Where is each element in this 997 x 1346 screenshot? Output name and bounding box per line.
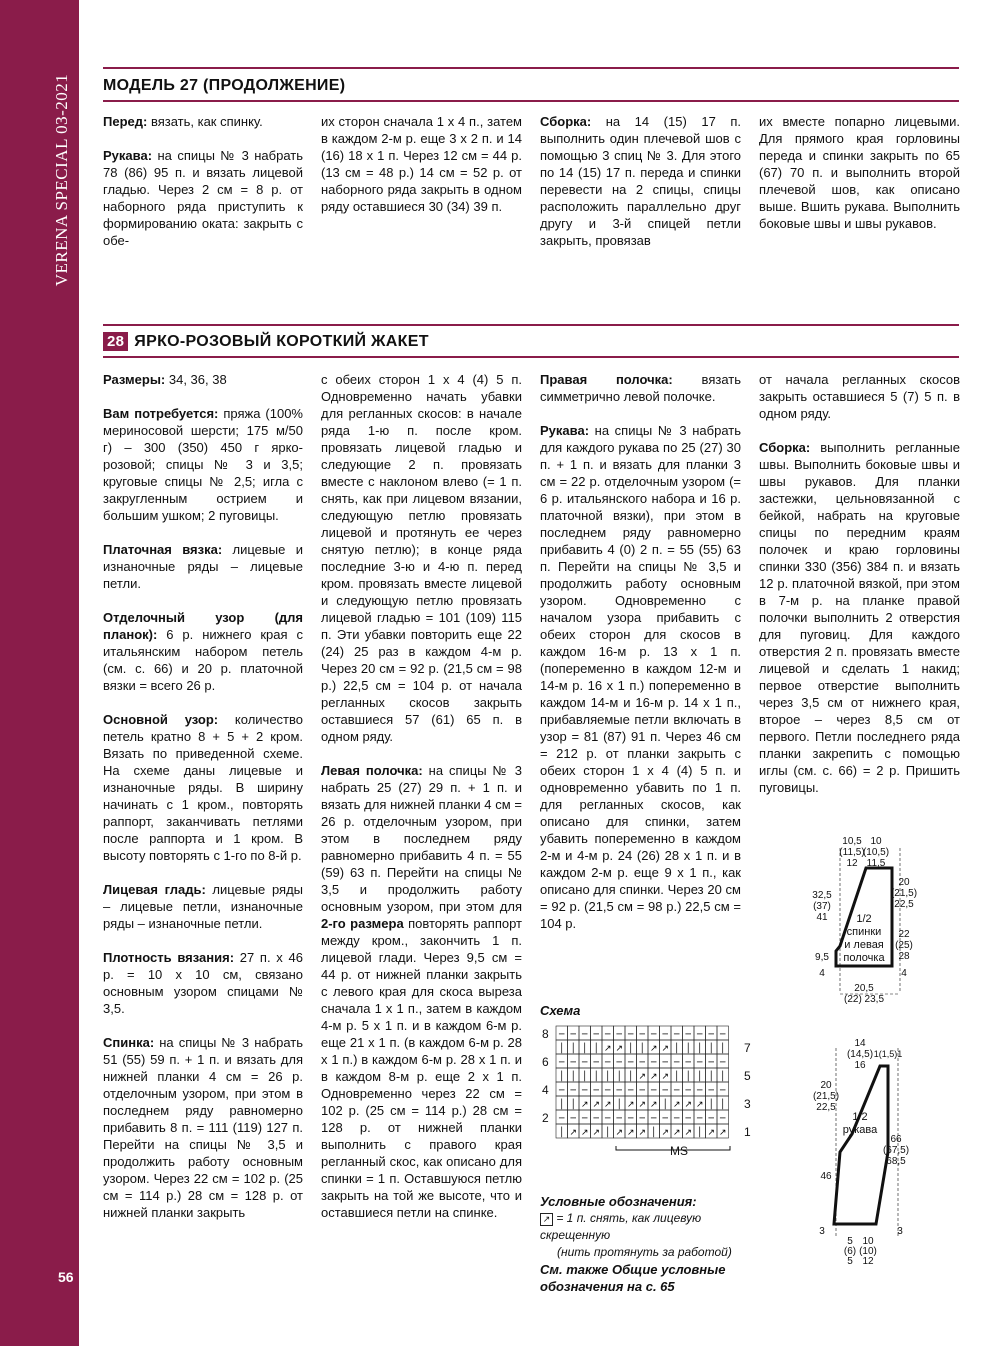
chart-symbol: ─	[559, 1114, 565, 1124]
section-27-col-3	[540, 113, 741, 266]
chart-symbol: ─	[720, 1030, 726, 1040]
row-number: 4	[542, 1083, 549, 1097]
measure: (25)	[895, 940, 913, 951]
chart-symbol: ─	[582, 1114, 588, 1124]
measure: 14	[854, 1038, 866, 1049]
pattern-outline	[834, 1066, 888, 1224]
label: Правая полочка:	[540, 372, 673, 387]
piece-label: полочка	[843, 952, 885, 964]
section-27-col-2	[321, 113, 522, 232]
chart-symbol: │	[559, 1044, 565, 1054]
chart-symbol: │	[570, 1044, 576, 1054]
chart-symbol: ─	[697, 1030, 703, 1040]
chart-symbol: ─	[662, 1058, 668, 1068]
chart-symbol: ↗	[638, 1100, 647, 1110]
measure: (22) 23,5	[843, 994, 885, 1005]
chart-symbol: ↗	[626, 1128, 635, 1138]
chart-symbol: ↗	[638, 1128, 647, 1138]
chart-symbol: ─	[720, 1114, 726, 1124]
section-28-header	[103, 324, 959, 362]
paragraph: от начала регланных скосов закрыть оставшиеся 5 (7) 5 п. в одном ряду.	[759, 372, 960, 421]
paragraph: повторять раппорт между кром., закончить 1 п. лицевой глади. Через 9,5 см = 44 р. от нижней планки закрыть с левого края для скоса выреза сначала 1 х 1 п., затем в каждом 4-м р. 5 х 1 п. и в каждом 6-м р. еще 21 х 1 п. (в каждом 6-м р. 28 х 1 п.) в каждом 6-м р. 28 х 1 п. и в каждом 8-м р. еще 2 х 1 п. Одновременно через 22 см = 102 р. (25 см = 114 р.) 28 см = 128 р. от нижней планки выполнить с правого края регланный скос, как описано для спинки = 1 п. Оставшуюся петлю закрыть на той же высоте, что и оставшиеся петли на спинке.	[321, 916, 522, 1220]
chart-symbol: ─	[651, 1086, 657, 1096]
chart-symbol: │	[674, 1044, 680, 1054]
chart-symbol: ↗	[661, 1128, 670, 1138]
measure: 20	[820, 1080, 832, 1091]
paragraph: их сторон сначала 1 х 4 п., затем в каждом 2-м р. еще 3 х 2 п. и 14 (16) 18 х 1 п. Через 12 см = 44 р. (13 см = 48 р.) 14 см = 52 р. от наборного ряда закрыть в одном ряду оставшиеся 30 (34) 39 п.	[321, 114, 522, 214]
measure: 5	[847, 1236, 853, 1247]
paragraph: вязать, как спинку.	[147, 114, 263, 129]
section-28-title	[103, 332, 429, 351]
section-27-col-1	[103, 113, 303, 266]
chart-symbol: │	[628, 1072, 634, 1082]
chart-symbol: │	[697, 1128, 703, 1138]
chart-symbol: ─	[674, 1086, 680, 1096]
chart-symbol: ↗	[569, 1128, 578, 1138]
chart-symbol: ─	[616, 1114, 622, 1124]
measure: 1(1,5)1	[873, 1049, 903, 1059]
piece-label: рукава	[842, 1124, 878, 1136]
row-number: 1	[744, 1125, 751, 1139]
paragraph: выполнить регланные швы. Выполнить боковые швы и швы рукавов. Для планки застежки, цельновязанной с бейкой, набрать на круговые спицы по передним краям полочек и краю горловины спинки 330 (356) 384 п. и вязать 12 р. платочной вязкой, при этом в 7-м р. на планке правой полочки выполнить 2 отверстия для пуговиц. Для каждого отверстия 2 п. провязать вместе лицевой и сделать 1 накид; первое отверстие выполнить через 3,5 см от нижнего края, второе – через 8,5 см от первого. Петли последнего ряда планки закрепить с помощью иглы (см. с. 66) = 2 р. Пришить пуговицы.	[759, 440, 960, 795]
chart-symbol: ↗	[672, 1100, 681, 1110]
chart-symbol: ─	[697, 1114, 703, 1124]
chart-symbol: ─	[570, 1058, 576, 1068]
knitting-chart	[536, 1022, 762, 1160]
label: Спинка:	[103, 1035, 155, 1050]
paragraph: количество петель кратно 8 + 5 + 2 кром. Вязать по приведенной схеме. На схеме даны лицевые и изнаночные ряды. В ширину начинать с 1 кром., повторять раппорт, заканчивать петлями после раппорта и 1 кром. В высоту повторять с 1-го по 8-й р.	[103, 712, 303, 863]
chart-symbol: ─	[559, 1058, 565, 1068]
section-28-col-2	[321, 371, 522, 1238]
chart-symbol: ─	[559, 1030, 565, 1040]
row-number: 2	[542, 1111, 549, 1125]
chart-symbol: ─	[639, 1086, 645, 1096]
measure: 3	[897, 1226, 903, 1237]
chart-symbol: ─	[651, 1114, 657, 1124]
chart-symbol: ─	[720, 1058, 726, 1068]
measure: 3	[819, 1226, 825, 1237]
measure: 28	[898, 951, 910, 962]
chart-symbol: ↗	[684, 1100, 693, 1110]
label: Вам потребуется:	[103, 406, 219, 421]
paragraph: вязать симметрично левой полочке.	[540, 372, 741, 404]
chart-symbol: ↗	[592, 1100, 601, 1110]
paragraph: 34, 36, 38	[165, 372, 227, 387]
magazine-spine	[0, 0, 79, 1346]
piece-label: и левая	[844, 939, 884, 951]
chart-symbol: ─	[605, 1086, 611, 1096]
row-number: 5	[744, 1069, 751, 1083]
chart-symbol: │	[697, 1072, 703, 1082]
paragraph: на спицы № 3 набрать 78 (86) 95 п. и вязать лицевой гладью. Через 2 см = 8 р. от наборного ряда приступить к формированию оката: закрыть с обе-	[103, 148, 303, 248]
label: Перед:	[103, 114, 148, 129]
chart-symbol: │	[674, 1072, 680, 1082]
chart-symbol: ↗	[649, 1072, 658, 1082]
chart-symbol: ─	[697, 1086, 703, 1096]
measure: 11,5	[866, 858, 886, 869]
paragraph: лицевые и изнаночные ряды – лицевые петли.	[103, 542, 303, 591]
chart-symbol: ↗	[603, 1044, 612, 1054]
chart-symbol: ↗	[592, 1128, 601, 1138]
measure: 66	[890, 1134, 902, 1145]
piece-label: 1/2	[856, 913, 872, 925]
section-27-col-4	[759, 113, 960, 249]
chart-symbol: ↗	[649, 1044, 658, 1054]
piece-label: 1/2	[852, 1111, 868, 1123]
chart-symbol: │	[651, 1128, 657, 1138]
label: Рукава:	[103, 148, 153, 163]
header-rule	[103, 67, 959, 69]
chart-symbol: ─	[720, 1086, 726, 1096]
chart-symbol: ─	[639, 1114, 645, 1124]
chart-symbol: ─	[685, 1030, 691, 1040]
measure: 12	[862, 1256, 874, 1267]
ms-label: MS	[670, 1144, 688, 1158]
label: Сборка:	[759, 440, 811, 455]
chart-symbol: │	[708, 1072, 714, 1082]
chart-symbol: ─	[628, 1086, 634, 1096]
chart-symbol: │	[570, 1072, 576, 1082]
label: Лицевая гладь:	[103, 882, 206, 897]
chart-symbol: ─	[628, 1058, 634, 1068]
chart-symbol: │	[593, 1072, 599, 1082]
paragraph: 27 п. х 46 р. = 10 х 10 см, связано основным узором спицами № 3,5.	[103, 950, 303, 1016]
measure: (67,5)	[882, 1145, 910, 1156]
paragraph: лицевые ряды – лицевые петли, изнаночные ряды – изнаночные петли.	[103, 882, 303, 931]
chart-symbol: ─	[605, 1058, 611, 1068]
label: Рукава:	[540, 423, 590, 438]
chart-symbol: ─	[708, 1058, 714, 1068]
chart-symbol: ─	[582, 1058, 588, 1068]
chart-symbol: ─	[674, 1114, 680, 1124]
slip-stitch-symbol-icon: ↗	[540, 1213, 553, 1226]
chart-symbol: │	[582, 1072, 588, 1082]
chart-symbol: ─	[639, 1058, 645, 1068]
measure: 41	[816, 912, 828, 923]
chart-symbol: ↗	[615, 1044, 624, 1054]
measure: (14,5)	[846, 1049, 874, 1060]
paragraph: их вместе попарно лицевыми. Для прямого края горловины переда и спинки закрыть по 65 (67) 70 п. и выполнить второй плечевой шов, как описано выше. Вшить рукава. Выполнить боковые швы и швы рукавов.	[759, 114, 960, 231]
measure: (11,5)	[839, 847, 865, 858]
chart-symbol: ↗	[672, 1128, 681, 1138]
spine-title-text: VERENA SPECIAL 03-2021	[52, 73, 71, 287]
chart-symbol: ─	[708, 1030, 714, 1040]
chart-symbol: ─	[662, 1086, 668, 1096]
chart-symbol: ─	[616, 1030, 622, 1040]
chart-symbol: ─	[605, 1030, 611, 1040]
chart-symbol: ─	[559, 1086, 565, 1096]
measure: (10)	[859, 1246, 877, 1257]
row-number: 7	[744, 1041, 751, 1055]
section-27-header	[103, 67, 959, 107]
chart-symbol: ↗	[649, 1100, 658, 1110]
chart-symbol: ─	[593, 1114, 599, 1124]
measure: 4	[819, 968, 825, 979]
chart-symbol: ↗	[684, 1128, 693, 1138]
chart-symbol: │	[662, 1100, 668, 1110]
label: Сборка:	[540, 114, 592, 129]
row-number: 3	[744, 1097, 751, 1111]
measure: 20	[898, 877, 910, 888]
chart-symbol: ↗	[638, 1072, 647, 1082]
section-number-badge: 28	[103, 332, 128, 351]
chart-symbol: │	[685, 1072, 691, 1082]
chart-symbol: ─	[697, 1058, 703, 1068]
chart-symbol: ↗	[580, 1128, 589, 1138]
spine-title	[52, 60, 72, 300]
paragraph: на 14 (15) 17 п. выполнить один плечевой шов с помощью 3 спиц № 3. Для этого по 14 (15) 17 п. переда и спинки перевести на 2 спицы, спицы расположить параллельно друг другу и 3-й спицей петли закрыть, провязав	[540, 114, 741, 248]
chart-symbol: ─	[582, 1030, 588, 1040]
chart-symbol: │	[720, 1044, 726, 1054]
legend-item-note: (нить протянуть за работой)	[557, 1245, 732, 1259]
chart-symbol: ─	[593, 1030, 599, 1040]
chart-symbol: │	[685, 1044, 691, 1054]
chart-symbol: ↗	[626, 1100, 635, 1110]
chart-symbol: ─	[570, 1030, 576, 1040]
chart-symbol: │	[639, 1044, 645, 1054]
label: Основной узор:	[103, 712, 219, 727]
measure: (10,5)	[862, 847, 890, 858]
chart-symbol: │	[559, 1072, 565, 1082]
measure: 5	[847, 1256, 853, 1267]
legend-see-also: См. также Общие условные	[540, 1262, 726, 1277]
section-28-heading: ЯРКО-РОЗОВЫЙ КОРОТКИЙ ЖАКЕТ	[134, 333, 429, 350]
back-front-schematic	[800, 836, 960, 1006]
paragraph: 6 р. нижнего края с итальянским набором петель (см. с. 66) и 20 р. платочной вязки = всего 26 р.	[103, 627, 303, 693]
page-number: 56	[58, 1269, 74, 1285]
paragraph: пряжа (100% мериносовой шерсти; 175 м/50 г) – 300 (350) 450 г ярко-розовой; спицы № 3 и 3,5; круговые спицы № 2,5; игла с закругленным острием и большим ушком; 2 пуговицы.	[103, 406, 303, 523]
section-28-col-3	[540, 371, 741, 949]
label: Размеры:	[103, 372, 166, 387]
measure: 20,5	[854, 983, 874, 994]
measure: 12	[846, 858, 858, 869]
chart-symbol: │	[720, 1100, 726, 1110]
header-rule	[103, 356, 959, 358]
chart-symbol: ─	[685, 1058, 691, 1068]
legend-title: Условные обозначения:	[540, 1194, 697, 1209]
chart-symbol: │	[708, 1044, 714, 1054]
measure: 32,5	[812, 890, 832, 901]
chart-symbol: ↗	[661, 1072, 670, 1082]
measure: 10	[862, 1236, 874, 1247]
measure: 22,5	[894, 899, 914, 910]
chart-symbol: ─	[662, 1114, 668, 1124]
legend	[540, 1193, 770, 1295]
chart-symbol: │	[559, 1100, 565, 1110]
label: Платочная вязка:	[103, 542, 223, 557]
measure: 16	[854, 1060, 866, 1071]
chart-symbol: ↗	[603, 1100, 612, 1110]
chart-symbol: │	[616, 1100, 622, 1110]
measure: 22,5	[816, 1102, 836, 1113]
chart-symbol: ↗	[661, 1044, 670, 1054]
section-28-col-4	[759, 371, 960, 813]
measure: (21,5)	[812, 1091, 840, 1102]
chart-symbol: ─	[605, 1114, 611, 1124]
chart-symbol: ─	[651, 1030, 657, 1040]
chart-symbol: │	[559, 1128, 565, 1138]
measure: 9,5	[815, 952, 829, 963]
measure: (21,5)	[890, 888, 918, 899]
measure: 10	[870, 836, 882, 847]
chart-symbol: ─	[593, 1058, 599, 1068]
chart-symbol: │	[708, 1100, 714, 1110]
label: Левая полочка:	[321, 763, 423, 778]
piece-label: спинки	[846, 926, 882, 938]
chart-symbol: │	[628, 1044, 634, 1054]
paragraph: на спицы № 3 набрать 25 (27) 29 п. + 1 п. и вязать для нижней планки 4 см = 26 р. отделочным узором, при этом в последнем ряду равномерно прибавить 4 п. = 55 (59) 63 п. Перейти на спицы № 3,5 и продолжить работу основным узором, при этом для	[321, 763, 522, 914]
paragraph: на спицы № 3 набрать для каждого рукава по 25 (27) 30 п. + 1 п. и вязать для планки 3 см = 22 р. отделочным узором (= 6 р. итальянского набора и 16 р. платочной вязки), при этом в последнем ряду равномерно прибавить 4 (0) 2 п. = 55 (55) 63 п. Перейти на спицы № 3,5 и продолжить работу основным узором. Одновременно с началом узора прибавить с обеих сторон для скосов в каждом 16-м р. 13 х 1 п. (попеременно в каждом 12-м и 14-м р. 16 х 1 п.) попеременно в каждом 14-м и 16-м р. 14 х 1 п., прибавляемые петли включать в узор = 81 (87) 91 п. Через 46 см = 212 р. от планки закрыть с обеих сторон 1 х 4 (4) 5 п. и одновременно убавить по 1 п. для регланных скосов, как описано для спинки, затем убавить попеременно в каждом 2-м и 4-м р. 24 (26) 28 х 1 п. и в каждом 2-м р. еще 9 х 1 п., как описано для спинки. Через 20 см = 92 р. (21,5 см = 98 р.) 22,5 см = 104 р.	[540, 423, 741, 931]
chart-symbol: ─	[674, 1030, 680, 1040]
measure: 22	[898, 929, 910, 940]
chart-symbol: │	[582, 1044, 588, 1054]
legend-see-also: обозначения на с. 65	[540, 1279, 675, 1294]
chart-symbol: ─	[708, 1114, 714, 1124]
label: Отделочный узор (для планок):	[103, 610, 303, 642]
chart-symbol: ─	[674, 1058, 680, 1068]
chart-symbol: ↗	[615, 1128, 624, 1138]
chart-symbol: ─	[651, 1058, 657, 1068]
chart-symbol: ─	[582, 1086, 588, 1096]
chart-symbol: │	[593, 1044, 599, 1054]
row-number: 8	[542, 1027, 549, 1041]
chart-symbol: ─	[708, 1086, 714, 1096]
chart-symbol: │	[697, 1044, 703, 1054]
measure: 4	[901, 968, 907, 979]
schema-title: Схема	[540, 1003, 581, 1018]
emphasis: 2-го размера	[321, 916, 404, 931]
section-28-col-1	[103, 371, 303, 1238]
chart-symbol: ─	[616, 1086, 622, 1096]
chart-symbol: ─	[570, 1114, 576, 1124]
chart-symbol: ↗	[718, 1128, 727, 1138]
chart-symbol: ─	[570, 1086, 576, 1096]
measure: 10,5	[842, 836, 862, 847]
paragraph: с обеих сторон 1 х 4 (4) 5 п. Одновременно начать убавки для регланных скосов: в начале ряда 1-ю п. после кром. провязать лицевой гладью и следующие 2 п. провязать вместе с наклоном влево (= 1 п. снять, как при лицевом вязании, следующую петлю провязать лицевой и протянуть ее через снятую петлю); в конце ряда последние 3-ю и 4-ю п. перед кром. провязать вместе лицевой и следующую петлю провязать лицевой гладью = 101 (109) 115 п. Эти убавки повторить еще 22 (24) 25 раз в каждом 4-м р. Через 20 см = 92 р. (21,5 см = 98 р.) 22,5 см = 104 р. от начала регланных скосов закрыть оставшиеся 57 (61) 65 п. в одном ряду.	[321, 372, 522, 744]
label: Плотность вязания:	[103, 950, 235, 965]
chart-symbol: │	[616, 1072, 622, 1082]
row-number: 6	[542, 1055, 549, 1069]
measure: (37)	[813, 901, 831, 912]
measure: (6)	[843, 1246, 857, 1257]
chart-symbol: ↗	[707, 1128, 716, 1138]
chart-symbol: │	[570, 1100, 576, 1110]
chart-symbol: │	[605, 1072, 611, 1082]
legend-item: = 1 п. снять, как лицевую скрещенную	[540, 1211, 702, 1242]
section-27-title: МОДЕЛЬ 27 (ПРОДОЛЖЕНИЕ)	[103, 77, 346, 94]
chart-symbol: ↗	[695, 1100, 704, 1110]
chart-symbol: ─	[593, 1086, 599, 1096]
chart-symbol: ─	[616, 1058, 622, 1068]
chart-symbol: │	[605, 1128, 611, 1138]
chart-symbol: ─	[628, 1030, 634, 1040]
header-rule	[103, 100, 959, 102]
chart-symbol: ─	[662, 1030, 668, 1040]
chart-symbol: ↗	[580, 1100, 589, 1110]
measure: 46	[820, 1171, 832, 1182]
chart-symbol: │	[720, 1072, 726, 1082]
chart-grid	[556, 1026, 729, 1138]
measure: 68,5	[886, 1156, 906, 1167]
sleeve-schematic	[800, 1036, 960, 1272]
chart-symbol: ─	[639, 1030, 645, 1040]
chart-symbol: ─	[685, 1114, 691, 1124]
chart-symbol: ─	[628, 1114, 634, 1124]
header-rule	[103, 324, 959, 326]
paragraph: на спицы № 3 набрать 51 (55) 59 п. + 1 п. и вязать для нижней планки 4 см = 26 р. отделочным узором, при этом в последнем ряду равномерно прибавить 8 п. = 111 (119) 127 п. Перейти на спицы № 3,5 и продолжить работу основным узором. Через 22 см = 102 р. (25 см = 114 р.) 28 см = 128 р. от нижней планки закрыть	[103, 1035, 303, 1220]
chart-symbol: ─	[685, 1086, 691, 1096]
